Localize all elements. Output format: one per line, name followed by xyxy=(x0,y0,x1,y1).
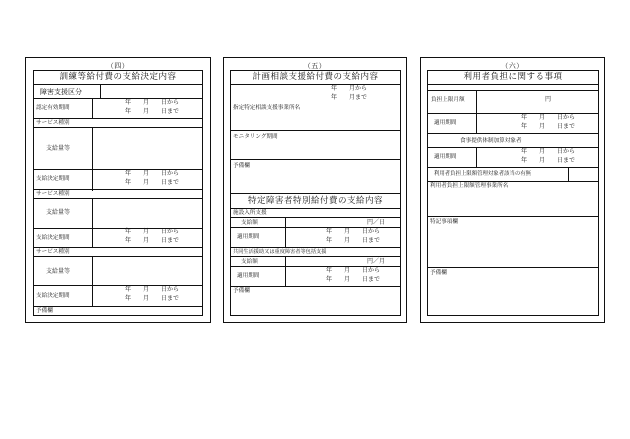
period-date-from: 年 月 日から xyxy=(125,286,180,293)
payment-amount-label: 支給額 xyxy=(241,259,258,265)
meal-date-from: 年 月 日から xyxy=(521,148,576,155)
payment-amount-label: 支給量等 xyxy=(46,145,71,152)
special-benefit-heading: 特定障害者特別給付費の支給内容 xyxy=(247,196,383,206)
payment-amount-label: 支給量等 xyxy=(46,209,71,216)
cert-date-until: 年 月 日まで xyxy=(125,108,180,115)
panel-number: （六） xyxy=(501,62,524,70)
facility-date-from: 年 月 日から xyxy=(326,228,381,235)
panel-number: （四） xyxy=(106,62,130,70)
per-month-unit: 円／月 xyxy=(367,258,386,265)
section-heading: 訓練等給付費の支給決定内容 xyxy=(59,72,177,82)
payment-period-label: 支給決定期間 xyxy=(36,293,70,299)
panel-6-user-burden xyxy=(420,57,605,323)
per-day-unit: 円／日 xyxy=(367,219,386,226)
cap-management-provider-label: 利用者負担上限額管理事業所名 xyxy=(430,183,509,189)
service-type-label: サービス種別 xyxy=(36,249,70,255)
period-date-until: 年 月 日まで xyxy=(125,179,180,186)
cert-date-from: 年 月 日から xyxy=(125,99,180,106)
form-table xyxy=(230,70,401,316)
remarks-label: 予備欄 xyxy=(36,308,53,314)
applicable-period-label: 適用期間 xyxy=(237,234,260,240)
ym-from: 年 月から xyxy=(331,85,368,92)
section-heading: 利用者負担に関する事項 xyxy=(463,72,563,82)
group-home-support-label: 共同生活援助又は重度障害者等包括支援 xyxy=(233,249,327,255)
remarks-label: 予備欄 xyxy=(430,270,447,276)
period-date-until: 年 月 日まで xyxy=(125,237,180,244)
monitoring-period-label: モニタリング期間 xyxy=(233,134,278,140)
panel-5-plan-consultation xyxy=(223,57,407,323)
applicable-period-label: 適用期間 xyxy=(434,120,457,126)
service-type-label: サービス種別 xyxy=(36,191,70,197)
monthly-cap-label: 負担上限月額 xyxy=(431,97,465,103)
period-date-until: 年 月 日まで xyxy=(125,295,180,302)
meal-target-label: 食事提供体制加算対象者 xyxy=(460,138,522,144)
group-date-until: 年 月 日まで xyxy=(326,276,381,283)
applicable-period-label: 適用期間 xyxy=(434,154,457,160)
form-table xyxy=(33,70,203,316)
cap-date-until: 年 月 日まで xyxy=(521,123,576,130)
group-date-from: 年 月 日から xyxy=(326,267,381,274)
meal-date-until: 年 月 日まで xyxy=(521,157,576,164)
certification-period-label: 認定有効期間 xyxy=(36,105,70,111)
payment-period-label: 支給決定期間 xyxy=(36,235,70,241)
section-heading: 計画相談支援給付費の支給内容 xyxy=(252,72,379,82)
yen-unit: 円 xyxy=(545,96,552,103)
cap-date-from: 年 月 日から xyxy=(521,114,576,121)
panel-number: （五） xyxy=(303,62,327,70)
period-date-from: 年 月 日から xyxy=(125,170,180,177)
cap-management-target-label: 利用者負担上限額管理対象者該当の有無 xyxy=(434,171,532,177)
special-notes-label: 特記事項欄 xyxy=(430,219,458,225)
payment-amount-label: 支給額 xyxy=(241,220,258,226)
ym-until: 年 月まで xyxy=(331,94,368,101)
payment-period-label: 支給決定期間 xyxy=(36,176,70,182)
panel-4-training-benefits xyxy=(25,57,211,323)
designated-provider-label: 指定特定相談支援事業所名 xyxy=(233,105,301,111)
facility-support-label: 施設入所支援 xyxy=(233,210,267,216)
facility-date-until: 年 月 日まで xyxy=(326,237,381,244)
disability-category-label: 障害支援区分 xyxy=(40,88,82,96)
remarks-label: 予備欄 xyxy=(233,288,250,294)
form-table xyxy=(427,70,599,316)
payment-amount-label: 支給量等 xyxy=(46,268,71,275)
service-type-label: サービス種別 xyxy=(36,120,70,126)
period-date-from: 年 月 日から xyxy=(125,228,180,235)
remarks-label: 予備欄 xyxy=(233,163,250,169)
applicable-period-label: 適用期間 xyxy=(237,273,260,279)
